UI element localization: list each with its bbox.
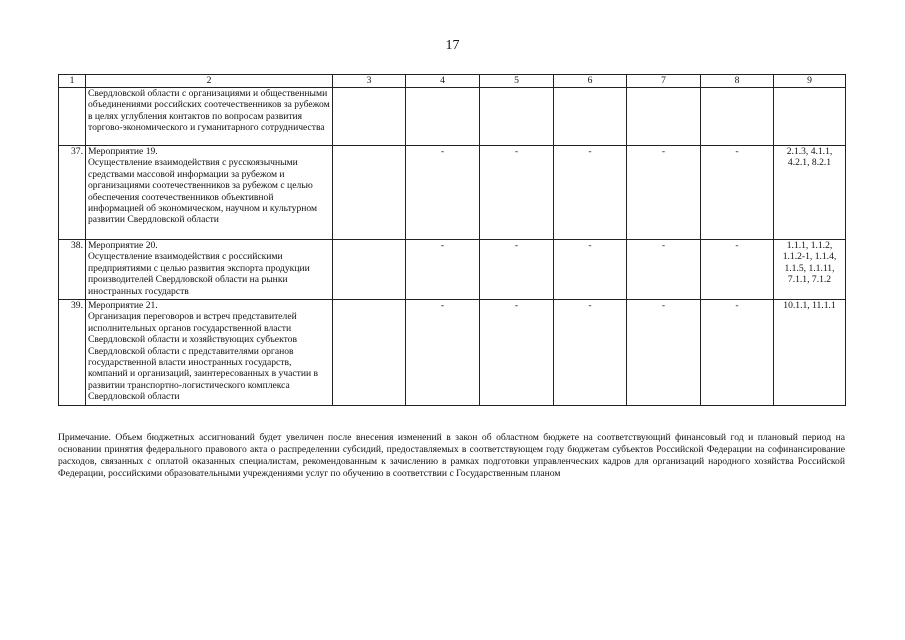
table-row	[59, 240, 846, 300]
target-indicators-cell: 2.1.3, 4.1.1, 4.2.1, 8.2.1	[774, 146, 846, 240]
cell	[333, 146, 406, 240]
cell: -	[480, 300, 554, 406]
footnote: Примечание. Объем бюджетных ассигнований будет увеличен после внесения изменений в закон об областном бюджете на соответствующий финансовый год и плановый период на основании принятия федерального правового акта о распределении субсидий, предоставляемых в соответствующем году бюджетам субъектов Российской Федерации на софинансирование расходов, связанных с оплатой оказанных специалистам, рекомендованным к зачислению в рамках подготовки управленческих кадров для организаций народного хозяйства Российской Федерации, российскими образовательными учреждениями услуг по обучению в соответствии с Государственным планом	[58, 432, 845, 479]
header-cell: 4	[406, 75, 480, 88]
cell	[701, 88, 774, 146]
header-cell: 2	[86, 75, 333, 88]
cell: -	[480, 240, 554, 300]
measures-table	[58, 74, 846, 406]
header-cell: 3	[333, 75, 406, 88]
row-number: 37.	[59, 146, 86, 240]
cell: -	[554, 240, 627, 300]
cell: -	[701, 240, 774, 300]
row-number	[59, 88, 86, 146]
cell: -	[480, 146, 554, 240]
measure-text: Мероприятие 20. Осуществление взаимодействия с российскими предприятиями с целью развития экспорта продукции производителей Свердловской области на рынки иностранных государств	[86, 240, 333, 300]
table-row	[59, 88, 846, 146]
cell: -	[701, 300, 774, 406]
target-indicators-cell: 1.1.1, 1.1.2, 1.1.2-1, 1.1.4, 1.1.5, 1.1.11, 7.1.1, 7.1.2	[774, 240, 846, 300]
header-cell: 6	[554, 75, 627, 88]
table-row	[59, 300, 846, 406]
cell: -	[406, 240, 480, 300]
table-row	[59, 146, 846, 240]
header-cell: 8	[701, 75, 774, 88]
measure-text: Мероприятие 19. Осуществление взаимодействия с русскоязычными средствами массовой информации за рубежом и организациями соотечественников за рубежом с целью обеспечения соотечественников объективной информацией об экономическом, научном и культурном развитии Свердловской области	[86, 146, 333, 240]
target-indicators-cell: 10.1.1, 11.1.1	[774, 300, 846, 406]
cell: -	[406, 300, 480, 406]
cell	[333, 300, 406, 406]
target-indicators-cell	[774, 88, 846, 146]
cell	[480, 88, 554, 146]
cell	[406, 88, 480, 146]
row-number: 38.	[59, 240, 86, 300]
cell	[627, 88, 701, 146]
row-number: 39.	[59, 300, 86, 406]
cell: -	[554, 146, 627, 240]
header-cell: 1	[59, 75, 86, 88]
cell	[333, 240, 406, 300]
header-cell: 7	[627, 75, 701, 88]
cell	[333, 88, 406, 146]
measure-text: Мероприятие 21. Организация переговоров и встреч представителей исполнительных органов государственной власти Свердловской области и хозяйствующих субъектов Свердловской области с представителями органов государственной власти иностранных государств, компаний и организаций, заинтересованных в участии в развитии транспортно-логистического комплекса Свердловской области	[86, 300, 333, 406]
cell: -	[406, 146, 480, 240]
table-header-row	[59, 75, 846, 88]
page-number: 17	[445, 38, 460, 53]
cell: -	[627, 240, 701, 300]
cell: -	[554, 300, 627, 406]
measure-text: Свердловской области с организациями и общественными объединениями российских соотечественников за рубежом в целях углубления контактов по вопросам развития торгово-экономического и гуманитарного сотрудничества	[86, 88, 333, 146]
header-cell: 9	[774, 75, 846, 88]
cell: -	[627, 146, 701, 240]
cell: -	[627, 300, 701, 406]
header-cell: 5	[480, 75, 554, 88]
cell: -	[701, 146, 774, 240]
cell	[554, 88, 627, 146]
